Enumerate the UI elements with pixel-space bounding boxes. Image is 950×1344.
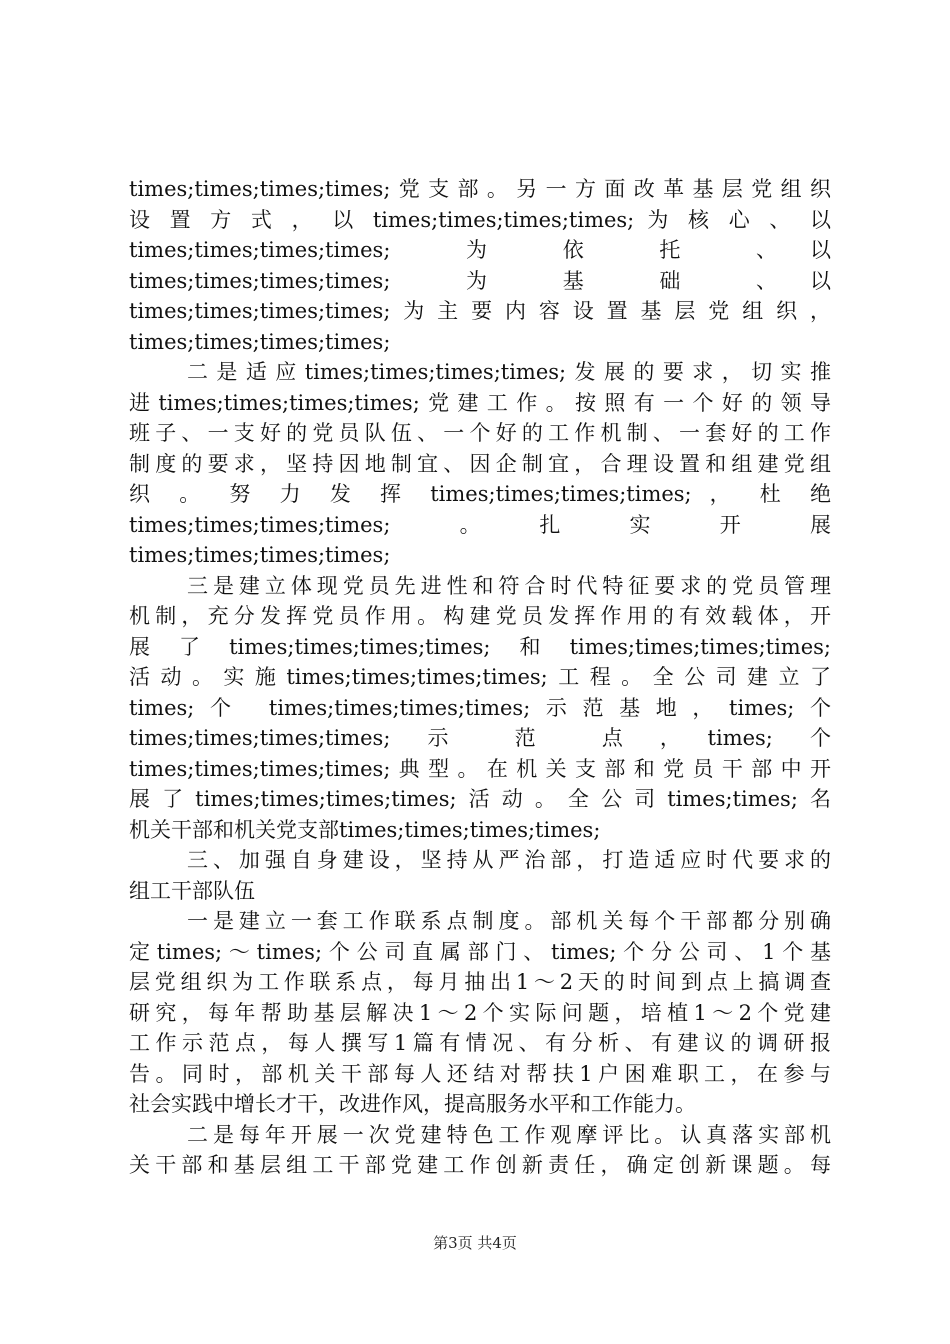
text-line: 社会实践中增长才干，改进作风，提高服务水平和工作能力。 xyxy=(129,1092,696,1116)
text-line: 制度的要求，坚持因地制宜、因企制宜，合理设置和组建党组 xyxy=(129,451,831,476)
text-line: times;times;times;times; 。 扎 实 开 展 xyxy=(129,512,831,537)
text-line: times;times;times;times; 为 基 础 、 以 xyxy=(129,268,831,293)
text-line: 活动。实施times;times;times;times;工程。全公司建立了 xyxy=(129,665,831,689)
text-line: 工作示范点，每人撰写1篇有情况、有分析、有建议的调研报 xyxy=(129,1031,831,1055)
text-line: times;times;times;times;为主要内容设置基层党组织， xyxy=(129,299,831,323)
text-line: 关干部和基层组工干部党建工作创新责任，确定创新课题。每 xyxy=(129,1153,831,1177)
text-line: times;times;times;times;典型。在机关支部和党员干部中开 xyxy=(129,756,831,781)
text-line: 织 。 努 力 发 挥 times;times;times;times; ， 杜 绝 xyxy=(129,482,831,506)
text-line: 机制，充分发挥党员作用。构建党员发挥作用的有效载体，开 xyxy=(129,604,831,628)
text-line: times;times;times;times; 示 范 点 ， times; 个 xyxy=(129,726,831,750)
section-heading-line: 三、加强自身建设，坚持从严治部，打造适应时代要求的 xyxy=(187,848,831,872)
text-line: times;times;times;times; 为 依 托 、 以 xyxy=(129,238,831,262)
text-line: 机关干部和机关党支部times;times;times;times; xyxy=(129,817,601,842)
paragraph-start-line: 三是建立体现党员先进性和符合时代特征要求的党员管理 xyxy=(187,573,831,598)
text-line: 设 置 方 式 ， 以 times;times;times;times; 为 核 心 、 以 xyxy=(129,207,831,232)
paragraph-start-line: 二是每年开展一次党建特色工作观摩评比。认真落实部机 xyxy=(187,1122,831,1147)
text-line: 进times;times;times;times;党建工作。按照有一个好的领导 xyxy=(129,390,831,415)
text-line: 告。同时，部机关干部每人还结对帮扶1户困难职工，在参与 xyxy=(129,1061,831,1086)
page-number: 第3页 共4页 xyxy=(433,1234,517,1252)
text-line: 研究，每年帮助基层解决1～2个实际问题，培植1～2个党建 xyxy=(129,1000,831,1025)
section-heading-line: 组工干部队伍 xyxy=(129,878,255,903)
text-line: 展了times;times;times;times;活动。全公司times;times;名 xyxy=(129,787,831,811)
text-line: times;times;times;times;党支部。另一方面改革基层党组织 xyxy=(129,177,831,201)
text-line: 班子、一支好的党员队伍、一个好的工作机制、一套好的工作 xyxy=(129,421,831,445)
text-line: 展了times;times;times;times;和times;times;times;times; xyxy=(129,634,831,659)
document-body xyxy=(129,174,831,1181)
page-footer xyxy=(0,1232,950,1253)
text-line: times;个 times;times;times;times;示范基地，times;个 xyxy=(129,695,831,720)
text-line: times;times;times;times; xyxy=(129,329,391,354)
text-line: 层党组织为工作联系点，每月抽出1～2天的时间到点上搞调查 xyxy=(129,970,831,994)
paragraph-start-line: 一是建立一套工作联系点制度。部机关每个干部都分别确 xyxy=(187,909,831,933)
text-line: 定times;～times;个公司直属部门、times;个分公司、1个基 xyxy=(129,939,831,964)
paragraph-start-line: 二是适应times;times;times;times;发展的要求，切实推 xyxy=(187,360,831,384)
text-line: times;times;times;times; xyxy=(129,543,391,567)
